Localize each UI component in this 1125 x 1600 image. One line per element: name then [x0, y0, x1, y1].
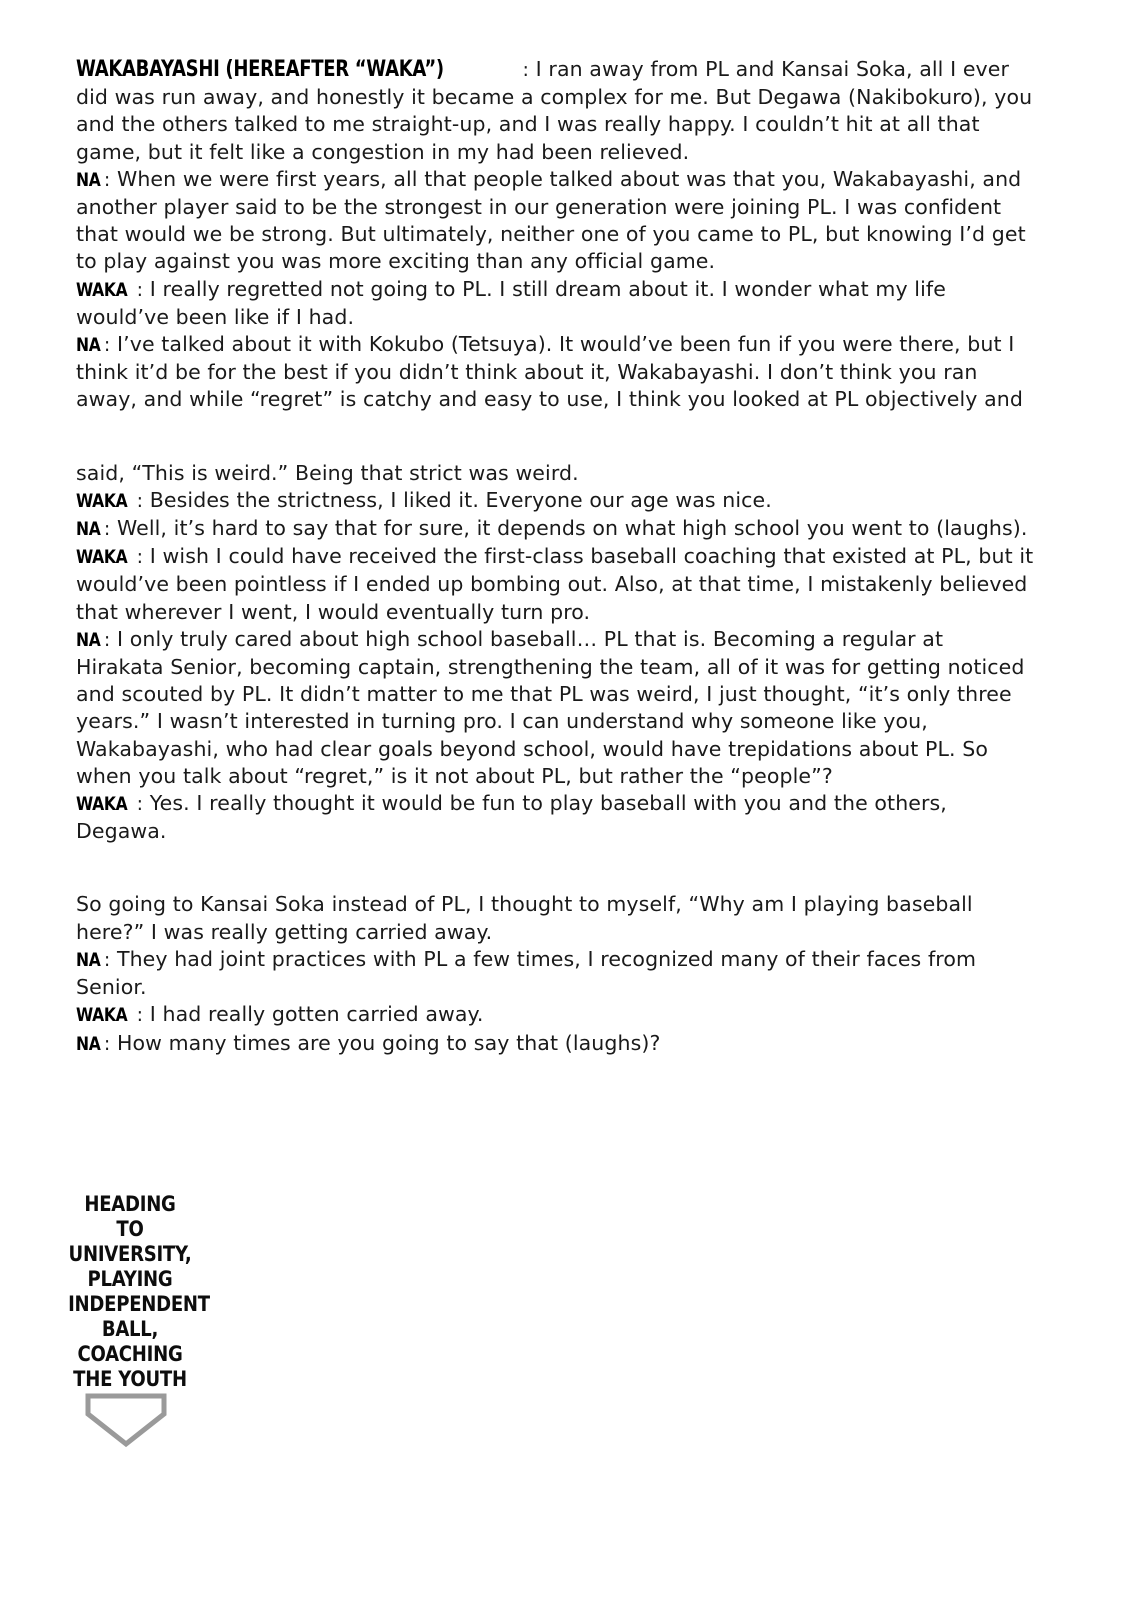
- dialogue-text: Well, it’s hard to say that for sure, it depends on what high school you went to (laughs).: [110, 516, 1028, 541]
- home-plate-icon: [84, 1392, 168, 1448]
- speaker-colon: :: [136, 489, 144, 512]
- dialogue-text: When we were first years, all that people talked about was that you, Wakabayashi, and another player said to be the strongest in our generation were joining PL. I was confident that would we be strong. But ultimately, neither one of you came to PL, but knowing I’d get to play against you was more exciting than any official game.: [76, 166, 1026, 274]
- dialogue-line: [76, 543, 1036, 626]
- dialogue-text: I really regretted not going to PL. I still dream about it. I wonder what my life would’ve been like if I had.: [76, 276, 946, 329]
- dialogue-line: [76, 946, 1036, 1001]
- section-heading: [58, 1192, 210, 1392]
- section-heading-line: BALL,: [101, 1317, 159, 1341]
- speaker-label: NA: [76, 168, 101, 191]
- speaker-label: NA: [76, 1032, 101, 1055]
- dialogue-text: said, “This is weird.” Being that strict was weird.: [76, 460, 579, 485]
- dialogue-text: I’ve talked about it with Kokubo (Tetsuya). It would’ve been fun if you were there, but I think it’d be for the best if you didn’t think about it, Wakabayashi. I don’t think you ran away, and while “regret” is catchy and easy to use, I think you looked at PL objectively and: [76, 332, 1024, 412]
- section-heading-line: PLAYING: [87, 1267, 173, 1291]
- dialogue-text: They had joint practices with PL a few times, I recognized many of their faces from Senior.: [76, 946, 977, 1000]
- section-heading-line: UNIVERSITY,: [68, 1242, 192, 1266]
- continuation-line: [76, 460, 1036, 487]
- speaker-label: WAKA: [76, 1004, 128, 1027]
- speaker-colon: :: [136, 1004, 144, 1027]
- speaker-colon: :: [136, 546, 144, 569]
- dialogue-text: I ran away from PL and Kansai Soka, all I ever did was run away, and honestly it became a complex for me. But Degawa (Nakibokuro), you and the others talked to me straight-up, and I was really happy. I couldn’t hit at all that game, but it felt like a congestion in my had been relieved.: [76, 57, 1033, 164]
- speaker-label: NA: [76, 518, 101, 541]
- speaker-label: WAKABAYASHI (HEREAFTER “WAKA”): [76, 57, 444, 82]
- speaker-colon: :: [103, 948, 111, 971]
- speaker-colon: :: [136, 793, 144, 816]
- dialogue-text: Yes. I really thought it would be fun to play baseball with you and the others, Degawa.: [76, 791, 947, 844]
- dialogue-line: [76, 56, 1036, 166]
- section-heading-line: INDEPENDENT: [68, 1292, 210, 1316]
- dialogue-line: [76, 515, 1036, 543]
- continuation-line: [76, 891, 1036, 945]
- speaker-label: NA: [76, 334, 101, 357]
- dialogue-block: [76, 891, 1036, 1057]
- dialogue-line: [76, 1001, 1036, 1029]
- dialogue-text: I wish I could have received the first-class baseball coaching that existed at PL, but it would’ve been pointless if I ended up bombing out. Also, at that time, I mistakenly believed that wherever I went, I would eventually turn pro.: [76, 544, 1034, 624]
- speaker-label: WAKA: [76, 793, 128, 816]
- dialogue-line: [76, 626, 1036, 790]
- home-plate-shape: [84, 1392, 168, 1448]
- section-heading-line: COACHING: [77, 1342, 183, 1366]
- dialogue-line: [76, 487, 1036, 515]
- dialogue-text: I only truly cared about high school baseball… PL that is. Becoming a regular at Hirakata Senior, becoming captain, strengthening the team, all of it was for getting noticed and scouted by PL. It didn’t matter to me that PL was weird, I just thought, “it’s only three years.” I wasn’t interested in turning pro. I can understand why someone like you, Wakabayashi, who had clear goals beyond school, would have trepidations about PL. So when you talk about “regret,” is it not about PL, but rather the “people”?: [76, 626, 1025, 788]
- speaker-colon: :: [136, 278, 144, 301]
- dialogue-text: Besides the strictness, I liked it. Everyone our age was nice.: [143, 487, 772, 512]
- speaker-label: WAKA: [76, 489, 128, 512]
- dialogue-line: [76, 331, 1036, 414]
- speaker-colon: :: [103, 168, 111, 191]
- speaker-label: NA: [76, 948, 101, 971]
- speaker-colon: :: [103, 1032, 111, 1055]
- dialogue-line: [76, 276, 1036, 331]
- dialogue-block: [76, 56, 1036, 414]
- speaker-label: WAKA: [76, 546, 128, 569]
- dialogue-text: I had really gotten carried away.: [143, 1002, 484, 1027]
- dialogue-block: [76, 460, 1036, 846]
- plate-outline: [88, 1396, 164, 1444]
- speaker-colon: :: [103, 518, 111, 541]
- speaker-colon: :: [522, 59, 530, 81]
- dialogue-text: So going to Kansai Soka instead of PL, I thought to myself, “Why am I playing baseball here?” I was really getting carried away.: [76, 892, 973, 944]
- speaker-colon: :: [103, 628, 111, 651]
- dialogue-text: How many times are you going to say that (laughs)?: [110, 1030, 661, 1055]
- section-heading-line: HEADING TO: [84, 1192, 176, 1241]
- speaker-label: WAKA: [76, 278, 128, 301]
- dialogue-line: [76, 1030, 1036, 1058]
- dialogue-line: [76, 166, 1036, 276]
- speaker-label: NA: [76, 628, 101, 651]
- section-heading-line: THE YOUTH: [73, 1367, 187, 1391]
- dialogue-line: [76, 790, 1036, 845]
- speaker-colon: :: [103, 334, 111, 357]
- transcript-body: [76, 56, 1036, 1058]
